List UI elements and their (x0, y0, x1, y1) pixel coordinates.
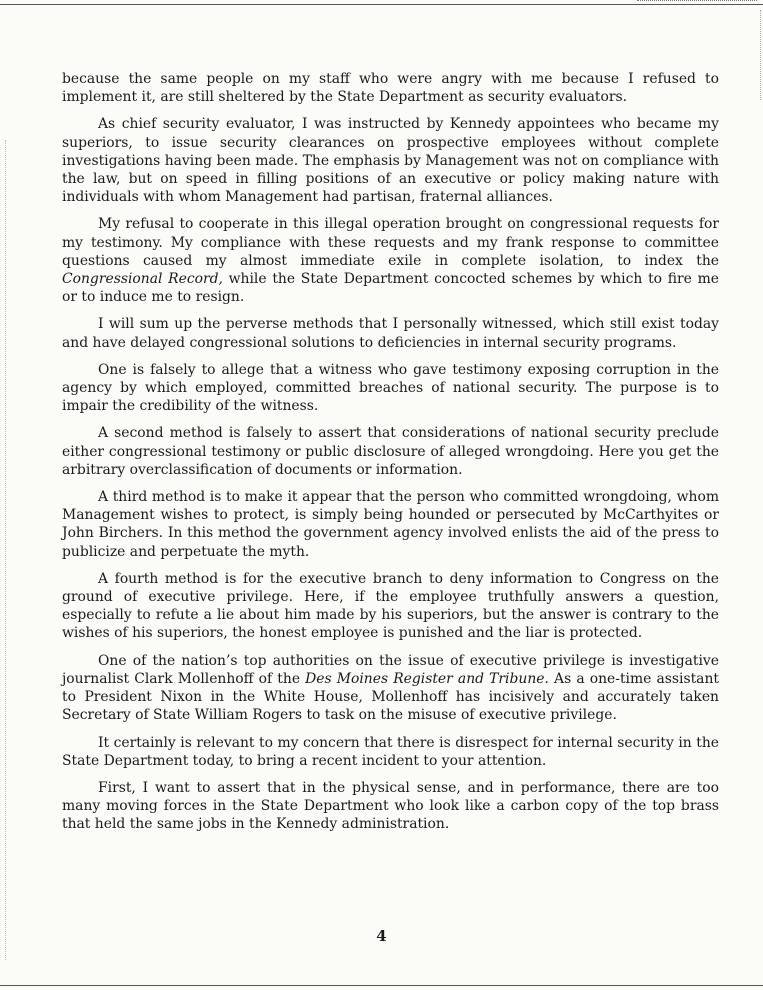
italic-title: Congressional Record, (62, 271, 223, 288)
text-run: One is falsely to allege that a witness who gave testimony exposing corruption in the agency by which employed, committed breaches of national security. The purpose is to impair the credibility of the witness. (62, 361, 719, 415)
bottom-rule (0, 985, 763, 986)
paragraph (62, 652, 719, 725)
text-run: As a one-time assistant to President Nixon in the White House, Mollenhoff has incisively and accurately taken Secretary of State William Rogers to task on the misuse of executive privilege. (62, 670, 719, 724)
page-number: 4 (376, 927, 387, 945)
text-run: As chief security evaluator, I was instructed by Kennedy appointees who became my superiors, to issue security clearances on prospective employees without complete investigations having been made. The emphasis by Management was not on compliance with the law, but on speed in filling positions of an executive or policy making nature with individuals with whom Management had partisan, fraternal alliances. (62, 116, 719, 206)
top-scan-mark (637, 0, 757, 5)
text-run: because the same people on my staff who were angry with me because I refused to implement it, are still sheltered by the State Department as security evaluators. (62, 71, 719, 106)
paragraph (62, 424, 719, 479)
text-run: A second method is falsely to assert that considerations of national security preclude either congressional testimony or public disclosure of alleged wrongdoing. Here you get the arbitrary overclassification of documents or information. (62, 425, 719, 478)
paragraph (62, 215, 719, 306)
paragraph (62, 315, 719, 351)
text-run: A third method is to make it appear that the person who committed wrongdoing, whom Management wishes to protect, is simply being hounded or persecuted by McCarthyites or John Birchers. In this method the government agency involved enlists the aid of the press to publicize and perpetuate the myth. (62, 489, 719, 560)
paragraph (62, 488, 719, 561)
text-run: while the State Department concocted schemes by which to fire me or to induce me to resign. (62, 271, 719, 306)
text-run: First, I want to assert that in the physical sense, and in performance, there are too many moving forces in the State Department who look like a carbon copy of the top brass that held the same jobs in the Kennedy administration. (62, 779, 719, 833)
text-run: One of the nation’s top authorities on the issue of executive privilege is investigative journalist Clark Mollenhoff of the (62, 652, 719, 687)
document-body (62, 70, 719, 843)
text-run: I will sum up the perverse methods that I personally witnessed, which still exist today and have delayed congressional solutions to deficiencies in internal security programs. (62, 316, 719, 351)
italic-title: Des Moines Register and Tribune. (305, 670, 549, 687)
text-run: My refusal to cooperate in this illegal operation brought on congressional requests for my testimony. My compliance with these requests and my frank response to committee questions caused my almost immediate exile in complete isolation, to index the (62, 216, 719, 269)
text-run: It certainly is relevant to my concern that there is disrespect for internal security in the State Department today, to bring a recent incident to your attention. (62, 734, 719, 769)
left-scan-edge (5, 140, 6, 960)
right-scan-edge (760, 10, 761, 100)
paragraph (62, 779, 719, 834)
paragraph (62, 115, 719, 206)
text-run: A fourth method is for the executive branch to deny information to Congress on the ground of executive privilege. Here, if the employee truthfully answers a question, especially to refute a lie about him made by his superiors, but the answer is contrary to the wishes of his superiors, the honest employee is punished and the liar is protected. (62, 570, 719, 642)
paragraph (62, 570, 719, 643)
paragraph (62, 70, 719, 106)
paragraph (62, 734, 719, 770)
paragraph (62, 361, 719, 416)
